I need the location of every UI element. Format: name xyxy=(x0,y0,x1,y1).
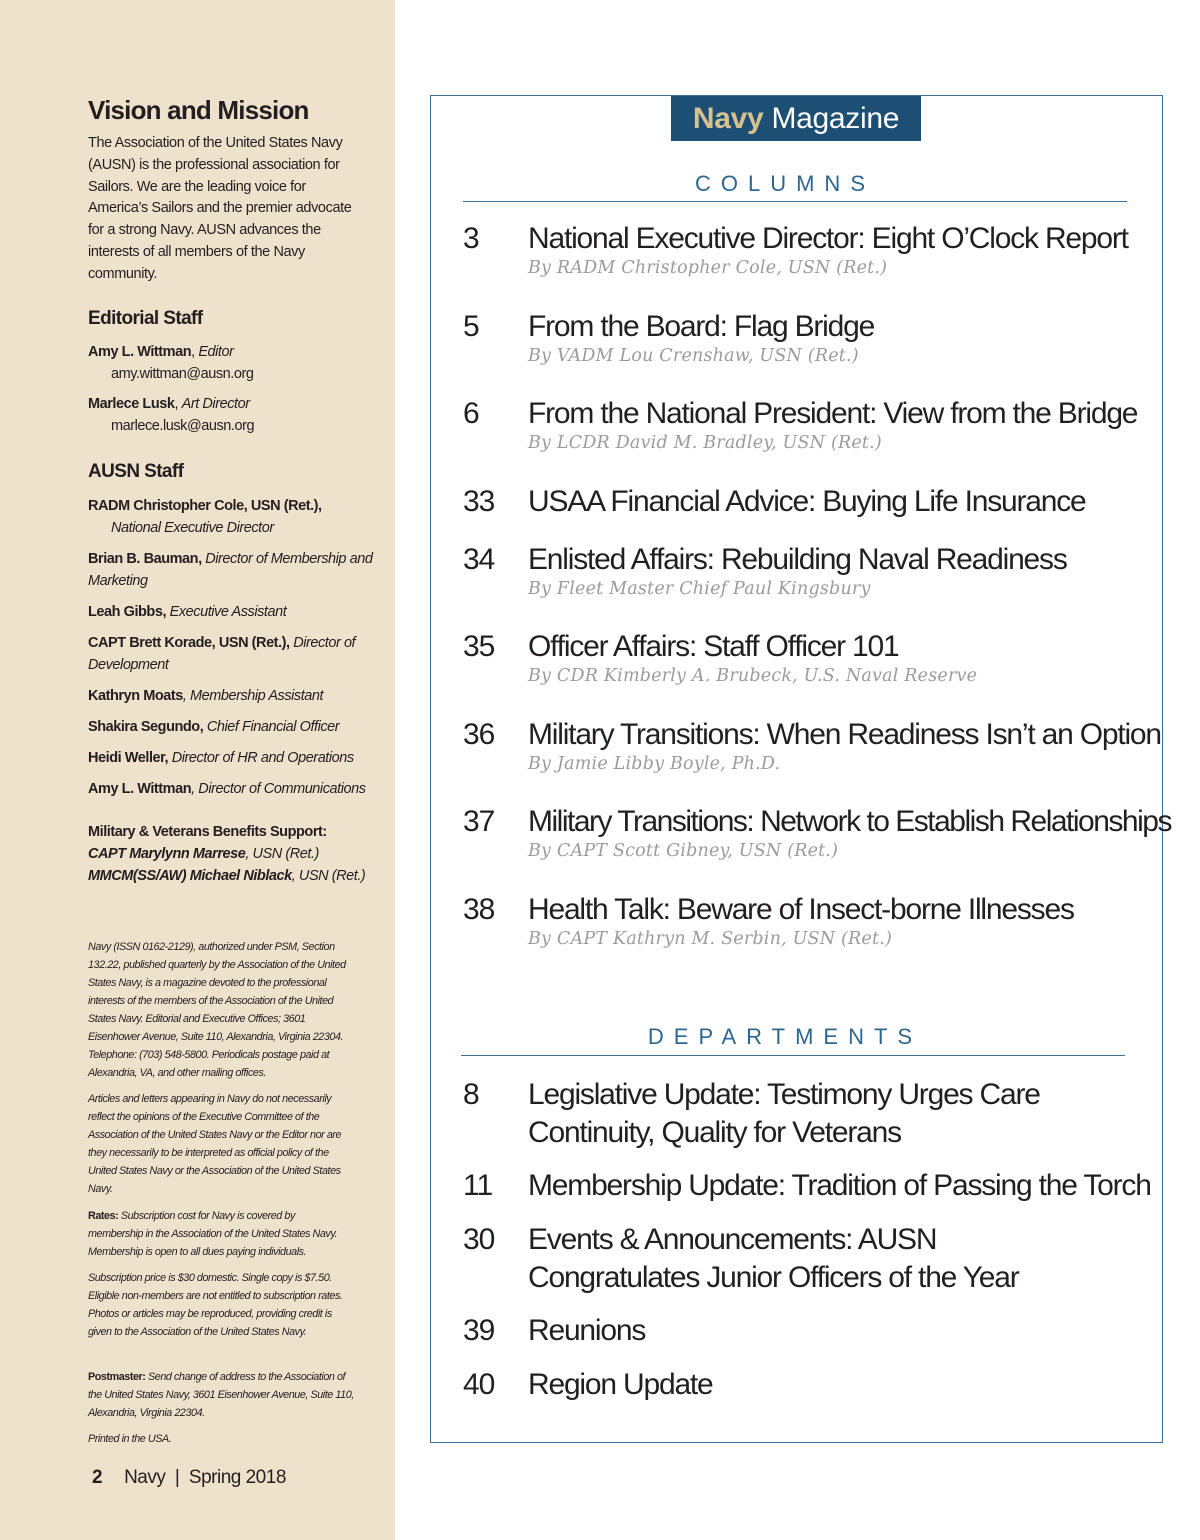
page-footer xyxy=(92,1467,286,1489)
toc-title[interactable]: Region Update xyxy=(528,1368,713,1401)
toc-page-number: 30 xyxy=(463,1223,495,1256)
postmaster-label: Postmaster: xyxy=(88,1371,146,1383)
toc-title[interactable]: Military Transitions: When Readiness Isn’t an Option xyxy=(528,718,1161,751)
toc-byline: By RADM Christopher Cole, USN (Ret.) xyxy=(528,258,888,278)
staff-role: Director of Membership and Marketing xyxy=(88,551,373,589)
toc-page-number: 11 xyxy=(463,1169,493,1202)
toc-page-number: 5 xyxy=(463,310,479,343)
staff-name: Kathryn Moats xyxy=(88,688,183,704)
navy-magazine-logo: Navy Magazine xyxy=(671,96,921,141)
toc-page-number: 40 xyxy=(463,1368,495,1401)
columns-heading: COLUMNS xyxy=(694,171,875,196)
toc-byline: By LCDR David M. Bradley, USN (Ret.) xyxy=(528,433,882,453)
staff-email[interactable]: amy.wittman@ausn.org xyxy=(111,366,254,382)
benefits-support: Military & Veterans Benefits Support: CAPT Marylynn Marrese, USN (Ret.) MMCM(SS/AW) Michael Niblack, USN (Ret.) xyxy=(88,824,366,884)
fine-print-rates: Rates: Subscription cost for Navy is covered by membership in the Association of the United States Navy. Membership is open to all dues paying individuals. xyxy=(88,1210,338,1258)
staff-role: Director of HR and Operations xyxy=(171,750,354,766)
departments-rule xyxy=(461,1055,1125,1056)
editorial-heading: Editorial Staff xyxy=(88,308,203,329)
staff-entry xyxy=(88,495,378,539)
staff-role: , Director of Communications xyxy=(191,781,366,797)
ausn-staff-heading: AUSN Staff xyxy=(88,461,184,482)
toc-page-number: 36 xyxy=(463,718,495,751)
staff-name: Leah Gibbs, xyxy=(88,604,167,620)
editorial-entry: Amy L. Wittman, Editor amy.wittman@ausn.org xyxy=(88,341,378,385)
staff-entry xyxy=(88,548,378,592)
fine-print-price: Subscription price is $30 domestic. Single copy is $7.50. Eligible non-members are not entitled to subscription rates. Photos or articles may be reproduced, providing credit is given to the Association of the United States Navy. xyxy=(88,1272,343,1338)
toc-title[interactable]: Events & Announcements: AUSN Congratulates Junior Officers of the Year xyxy=(528,1223,1019,1294)
toc-page-number: 6 xyxy=(463,397,479,430)
departments-heading: DEPARTMENTS xyxy=(647,1024,923,1049)
toc-title[interactable]: From the National President: View from the Bridge xyxy=(528,397,1138,430)
toc-page-number: 34 xyxy=(463,543,495,576)
staff-entry xyxy=(88,716,378,738)
toc-byline: By CAPT Kathryn M. Serbin, USN (Ret.) xyxy=(528,929,892,949)
fine-print-postmaster: Postmaster: Send change of address to the Association of the United States Navy, 3601 Eisenhower Avenue, Suite 110, Alexandria, Virginia 22304. xyxy=(88,1371,354,1419)
toc-byline: By Jamie Libby Boyle, Ph.D. xyxy=(528,754,781,774)
benefits-heading: Military & Veterans Benefits Support: xyxy=(88,824,327,840)
toc-page-number: 37 xyxy=(463,805,495,838)
toc-byline: By CDR Kimberly A. Brubeck, U.S. Naval Reserve xyxy=(528,666,978,686)
toc-title[interactable]: Officer Affairs: Staff Officer 101 xyxy=(528,630,899,663)
staff-entry xyxy=(88,685,378,707)
staff-role: Executive Assistant xyxy=(169,604,287,620)
staff-name: Shakira Segundo, xyxy=(88,719,204,735)
toc-page-number: 39 xyxy=(463,1314,495,1347)
toc-title[interactable]: Enlisted Affairs: Rebuilding Naval Readiness xyxy=(528,543,1067,576)
staff-email[interactable]: marlece.lusk@ausn.org xyxy=(111,418,255,434)
staff-entry xyxy=(88,601,378,623)
staff-role: National Executive Director xyxy=(111,520,274,536)
staff-name: CAPT Brett Korade, USN (Ret.), xyxy=(88,635,290,651)
staff-role: Editor xyxy=(198,344,234,360)
toc-byline: By Fleet Master Chief Paul Kingsbury xyxy=(528,579,871,599)
staff-entry xyxy=(88,747,378,769)
toc-page-number: 35 xyxy=(463,630,495,663)
page-number: 2 xyxy=(92,1467,103,1488)
toc-byline: By CAPT Scott Gibney, USN (Ret.) xyxy=(528,841,839,861)
staff-role: , Membership Assistant xyxy=(182,688,324,704)
vision-title: Vision and Mission xyxy=(88,95,309,125)
staff-role: Chief Financial Officer xyxy=(206,719,340,735)
fine-print-publication: Navy (ISSN 0162-2129), authorized under PSM, Section 132.22, published quarterly by the Association of the United States Navy, is a magazine devoted to the professional interests of the members of the Association of the United States Navy. Editorial and Executive Offices; 3601 Eisenhower Avenue, Suite 110, Alexandria, Virginia 22304. Telephone: (703) 548-5800. Periodicals postage paid at Alexandria, VA, and other mailing offices. xyxy=(88,941,346,1079)
benefits-name: CAPT Marylynn Marrese xyxy=(88,846,246,862)
staff-name: Amy L. Wittman xyxy=(88,344,192,360)
toc-title[interactable]: From the Board: Flag Bridge xyxy=(528,310,875,343)
columns-rule xyxy=(463,201,1127,202)
rates-label: Rates: xyxy=(88,1210,119,1222)
toc-title[interactable]: Legislative Update: Testimony Urges Care Continuity, Quality for Veterans xyxy=(528,1078,1040,1149)
toc-title[interactable]: Health Talk: Beware of Insect-borne Illnesses xyxy=(528,893,1074,926)
staff-entry xyxy=(88,778,388,800)
staff-entry xyxy=(88,632,378,676)
toc-title[interactable]: Military Transitions: Network to Establish Relationships xyxy=(528,805,1171,838)
issue-label: Navy | Spring 2018 xyxy=(124,1467,286,1488)
toc-title[interactable]: National Executive Director: Eight O’Clock Report xyxy=(528,222,1128,255)
fine-print-printed: Printed in the USA. xyxy=(88,1433,172,1445)
benefits-name: MMCM(SS/AW) Michael Niblack xyxy=(88,868,292,884)
toc-page-number: 38 xyxy=(463,893,495,926)
staff-name: Amy L. Wittman xyxy=(88,781,192,797)
staff-name: Marlece Lusk xyxy=(88,396,175,412)
editorial-entry: Marlece Lusk, Art Director marlece.lusk@ausn.org xyxy=(88,393,378,437)
toc-title[interactable]: Membership Update: Tradition of Passing the Torch xyxy=(528,1169,1151,1202)
toc-page-number: 33 xyxy=(463,485,495,518)
staff-role: Art Director xyxy=(181,396,250,412)
toc-page-number: 8 xyxy=(463,1078,479,1111)
toc-title[interactable]: USAA Financial Advice: Buying Life Insurance xyxy=(528,485,1086,518)
toc-page-number: 3 xyxy=(463,222,479,255)
staff-name: RADM Christopher Cole, USN (Ret.), xyxy=(88,498,322,514)
staff-name: Brian B. Bauman, xyxy=(88,551,202,567)
toc-byline: By VADM Lou Crenshaw, USN (Ret.) xyxy=(528,346,859,366)
toc-title[interactable]: Reunions xyxy=(528,1314,646,1347)
fine-print-disclaimer: Articles and letters appearing in Navy do not necessarily reflect the opinions of the Executive Committee of the Association of the United States Navy or the Editor nor are they necessarily to be interpreted as official policy of the United States Navy or the Association of the United States Navy. xyxy=(88,1093,342,1195)
staff-role: Director of Development xyxy=(88,635,356,673)
staff-name: Heidi Weller, xyxy=(88,750,169,766)
vision-text: The Association of the United States Navy (AUSN) is the professional association for Sailors. We are the leading voice for America’s Sailors and the premier advocate for a strong Navy. AUSN advances the interests of all members of the Navy community. xyxy=(88,135,352,282)
